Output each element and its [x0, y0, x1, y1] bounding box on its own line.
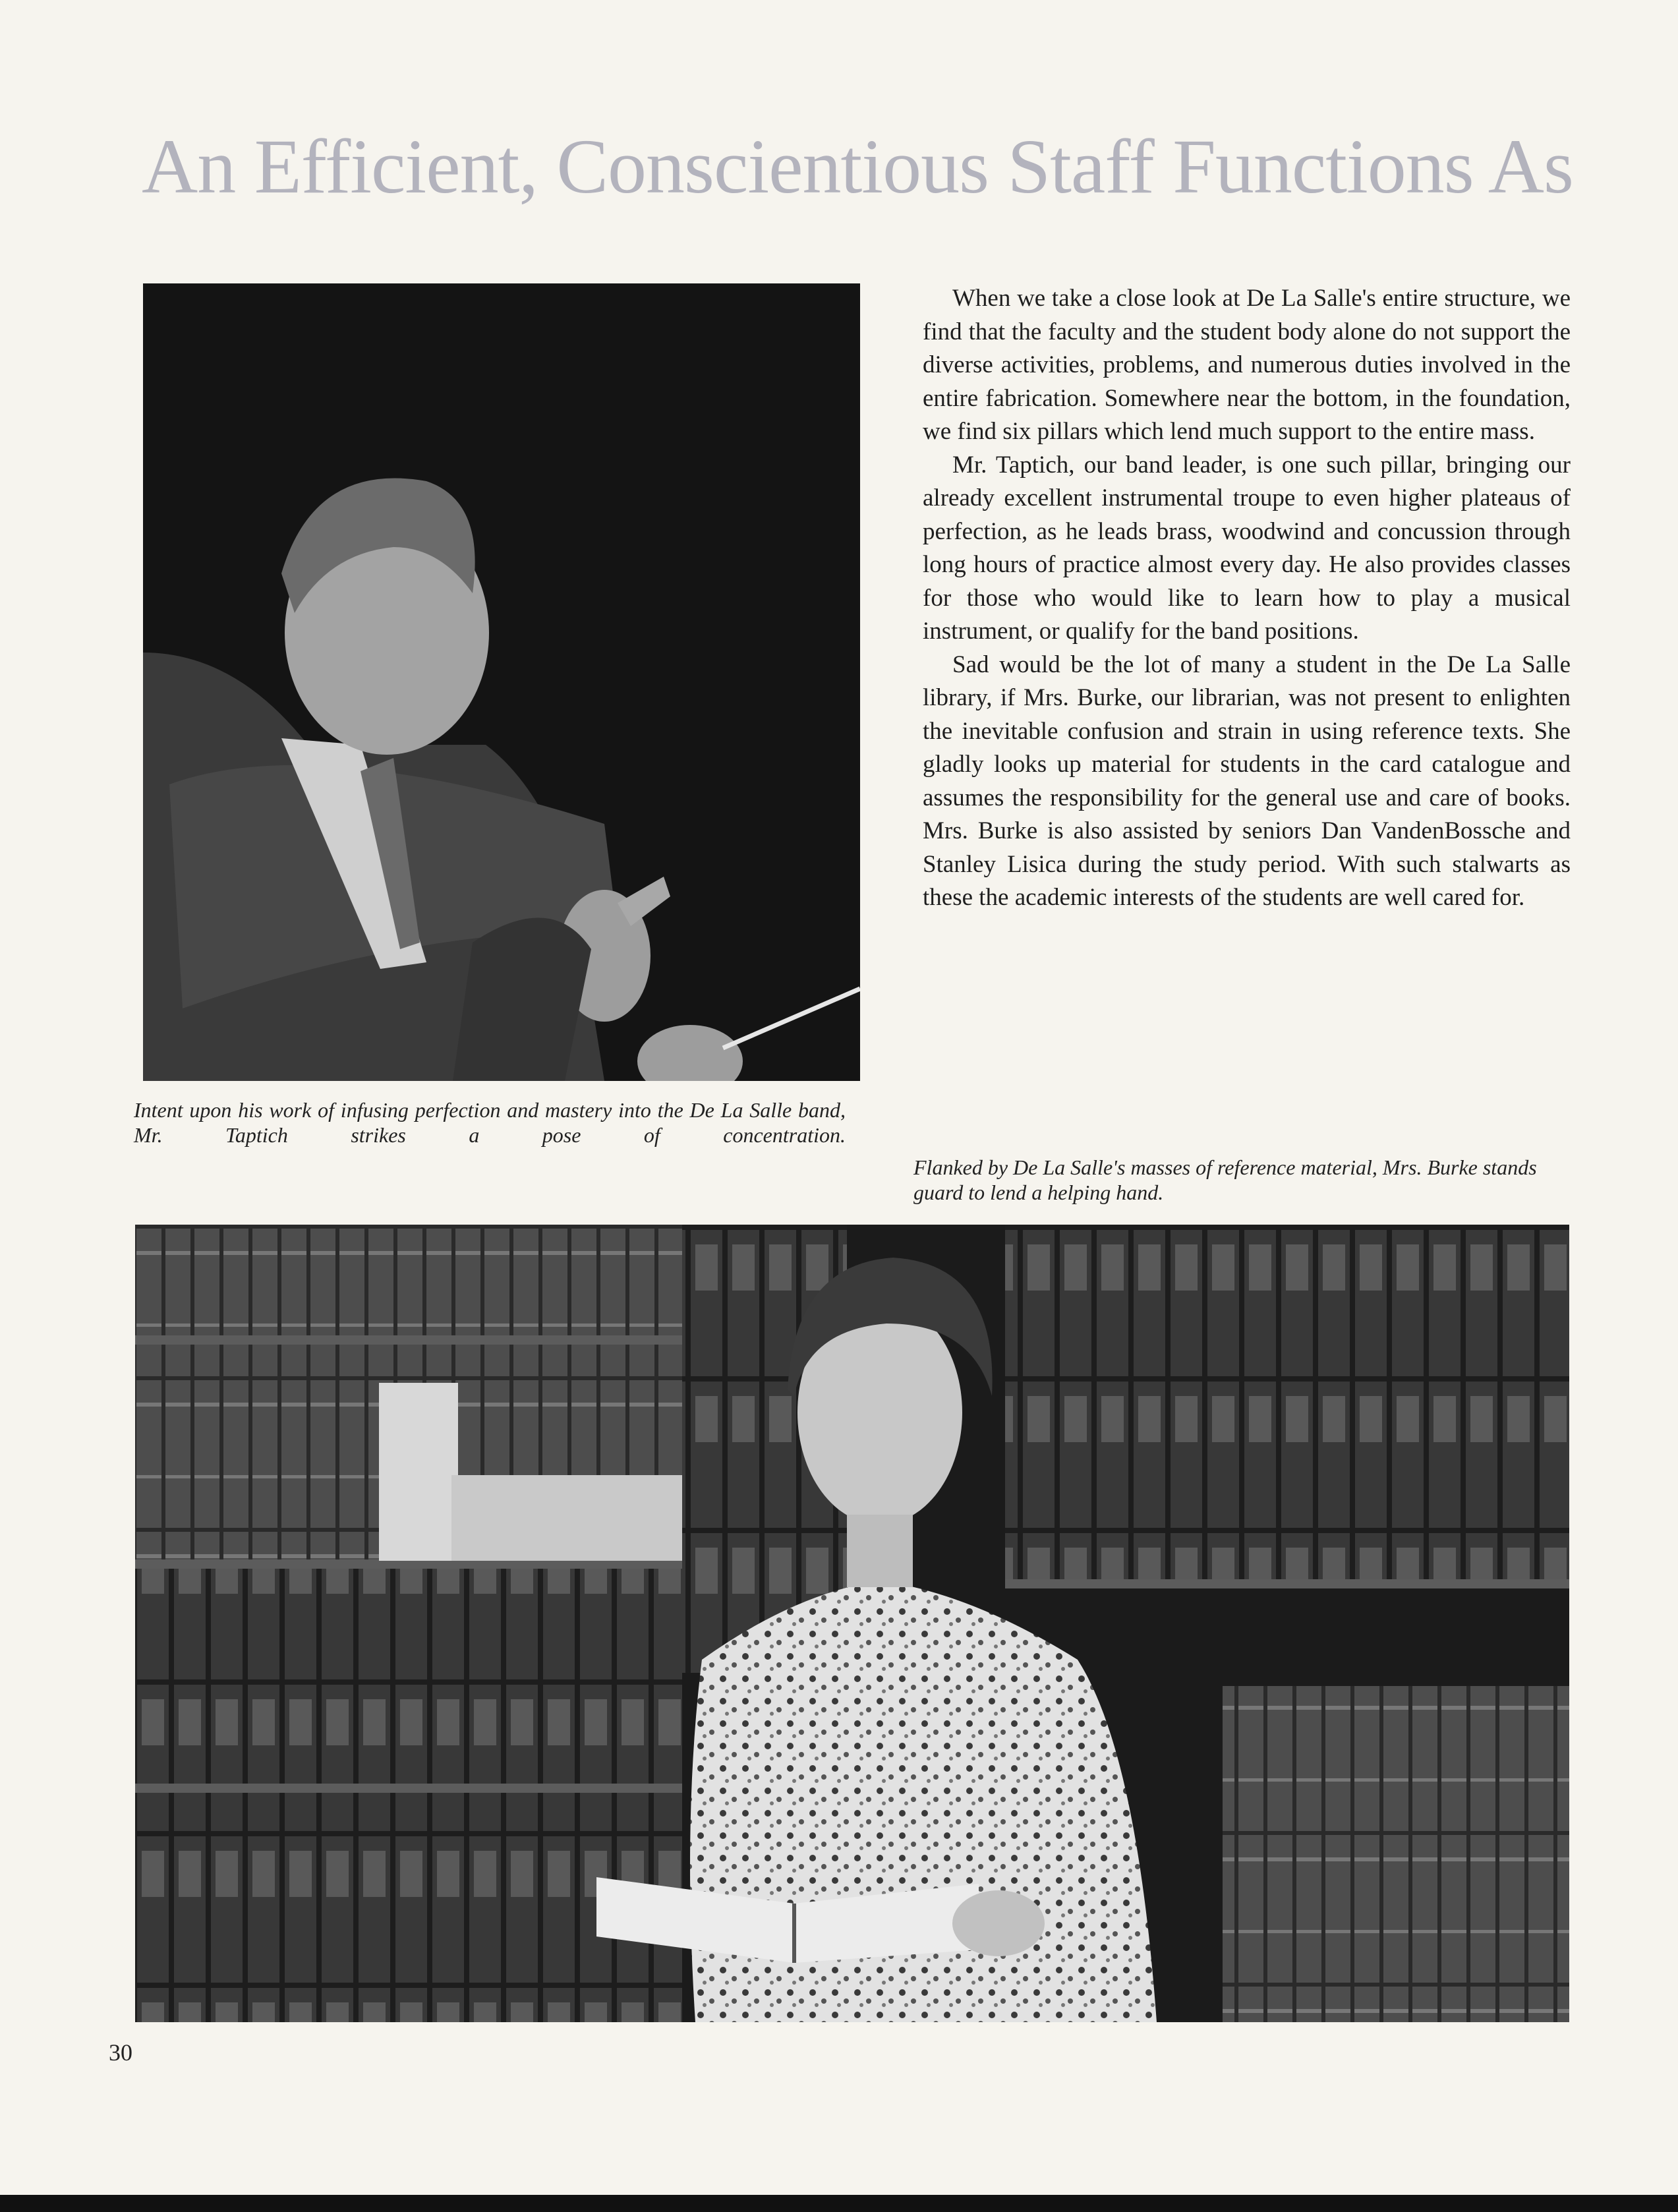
- article-body: [923, 282, 1571, 915]
- article-paragraph: Mr. Taptich, our band leader, is one such pillar, bringing our already excellent instrumental troupe to even higher plateaus of perfection, as he leads brass, woodwind and concussion through long hours of practice almost every day. He also provides classes for those who would like to learn how to play a musical instrument, or qualify for the band positions.: [923, 451, 1571, 645]
- article-paragraph: Sad would be the lot of many a student in the De La Salle library, if Mrs. Burke, our librarian, was not present to enlighten the inevitable confusion and strain in using reference texts. She gladly looks up material for students in the card catalogue and assumes the responsibility for the general use and care of books. Mrs. Burke is also assisted by seniors Dan VandenBossche and Stanley Lisica during the study period. With such stalwarts as these the academic interests of the students are well cared for.: [923, 651, 1571, 911]
- librarian-caption: Flanked by De La Salle's masses of reference material, Mrs. Burke stands guard to lend a helping hand.: [913, 1155, 1537, 1204]
- band-leader-photo: [143, 283, 860, 1081]
- librarian-photo: [135, 1225, 1569, 2022]
- page-number: 30: [109, 2039, 132, 2066]
- article-paragraph: When we take a close look at De La Salle's entire structure, we find that the faculty and the student body alone do not support the diverse activities, problems, and numerous duties involved in the entire fabrication. Somewhere near the bottom, in the foundation, we find six pillars which lend much support to the entire mass.: [923, 285, 1571, 445]
- band-leader-caption: Intent upon his work of infusing perfection and mastery into the De La Salle band, Mr. Taptich strikes a pose of concentration.: [134, 1098, 846, 1147]
- page-headline: An Efficient, Conscientious Staff Functions As: [142, 123, 1573, 210]
